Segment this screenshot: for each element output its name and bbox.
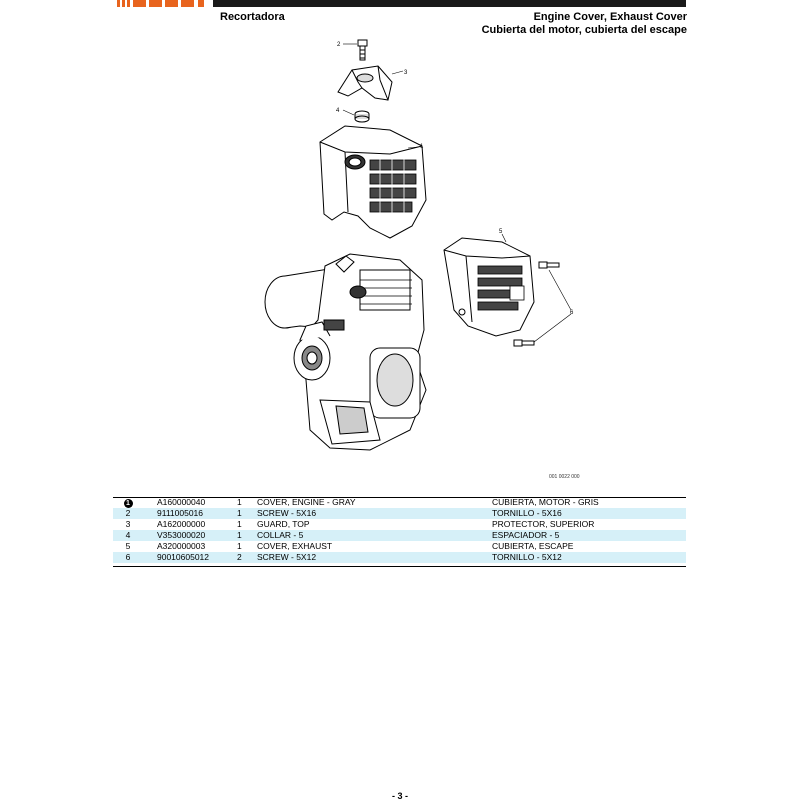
table-row — [113, 508, 686, 519]
screw-part-6a — [539, 262, 559, 268]
part-number-cell: 9111005016 — [143, 508, 237, 519]
description-es-cell: CUBIERTA, MOTOR - GRIS — [492, 497, 599, 507]
part-ref-cell: 5 — [125, 541, 131, 551]
description-es-cell: PROTECTOR, SUPERIOR — [492, 519, 595, 529]
description-en-cell: COLLAR - 5 — [257, 530, 492, 541]
figure-code: 001 0022 000 — [549, 474, 580, 480]
description-es-cell: CUBIERTA, ESCAPE — [492, 541, 574, 551]
quantity-cell: 1 — [237, 497, 242, 507]
table-bottom-rule — [113, 566, 686, 567]
description-en-cell: SCREW - 5X16 — [257, 508, 492, 519]
table-row — [113, 497, 686, 508]
part-ref-cell: 4 — [113, 530, 143, 541]
quantity-cell: 1 — [237, 541, 242, 551]
brand-logo — [113, 0, 213, 7]
description-es-cell: ESPACIADOR - 5 — [492, 530, 686, 541]
table-row — [113, 530, 686, 541]
table-row — [113, 552, 686, 563]
engine-cover-part-1 — [320, 126, 426, 238]
description-en-cell: COVER, ENGINE - GRAY — [257, 497, 356, 507]
page-number: - 3 - — [391, 791, 408, 801]
exploded-parts-diagram — [240, 30, 600, 470]
quantity-cell: 2 — [237, 552, 257, 563]
screw-part-6b — [514, 340, 534, 346]
callout-3: 3 — [404, 70, 408, 76]
part-number-cell: 90010605012 — [143, 552, 237, 563]
exhaust-cover-part-5 — [444, 238, 534, 336]
part-number-cell: A320000003 — [157, 541, 206, 551]
table-row — [113, 541, 686, 552]
callout-2: 2 — [337, 42, 341, 48]
table-row — [113, 519, 686, 530]
ref-circle-badge: 1 — [124, 499, 133, 508]
callout-4: 4 — [336, 108, 340, 114]
quantity-cell: 1 — [237, 530, 257, 541]
quantity-cell: 1 — [237, 508, 257, 519]
part-ref-cell — [113, 497, 143, 508]
section-title-es: Cubierta del motor, cubierta del escape — [481, 24, 687, 36]
document-title: Recortadora — [220, 11, 285, 23]
part-ref-cell: 6 — [113, 552, 143, 563]
description-es-cell: TORNILLO - 5X12 — [492, 552, 686, 563]
callout-5: 5 — [499, 229, 503, 235]
description-es-cell: TORNILLO - 5X16 — [492, 508, 686, 519]
description-en-cell: COVER, EXHAUST — [257, 541, 333, 551]
section-title-en: Engine Cover, Exhaust Cover — [533, 11, 687, 23]
part-number-cell: V353000020 — [143, 530, 237, 541]
collar-part-4 — [355, 111, 369, 122]
part-number-cell: A160000040 — [157, 497, 206, 507]
part-ref-cell: 2 — [113, 508, 143, 519]
part-number-cell: A162000000 — [157, 519, 206, 529]
callout-1: 1 — [420, 144, 424, 150]
callout-6: 6 — [570, 310, 574, 316]
part-ref-cell: 3 — [125, 519, 131, 529]
description-en-cell: GUARD, TOP — [257, 519, 310, 529]
parts-table — [113, 497, 686, 563]
quantity-cell: 1 — [237, 519, 242, 529]
screw-part-2 — [358, 40, 367, 60]
guard-part-3 — [338, 66, 392, 100]
description-en-cell: SCREW - 5X12 — [257, 552, 492, 563]
engine-assembly — [265, 254, 426, 450]
